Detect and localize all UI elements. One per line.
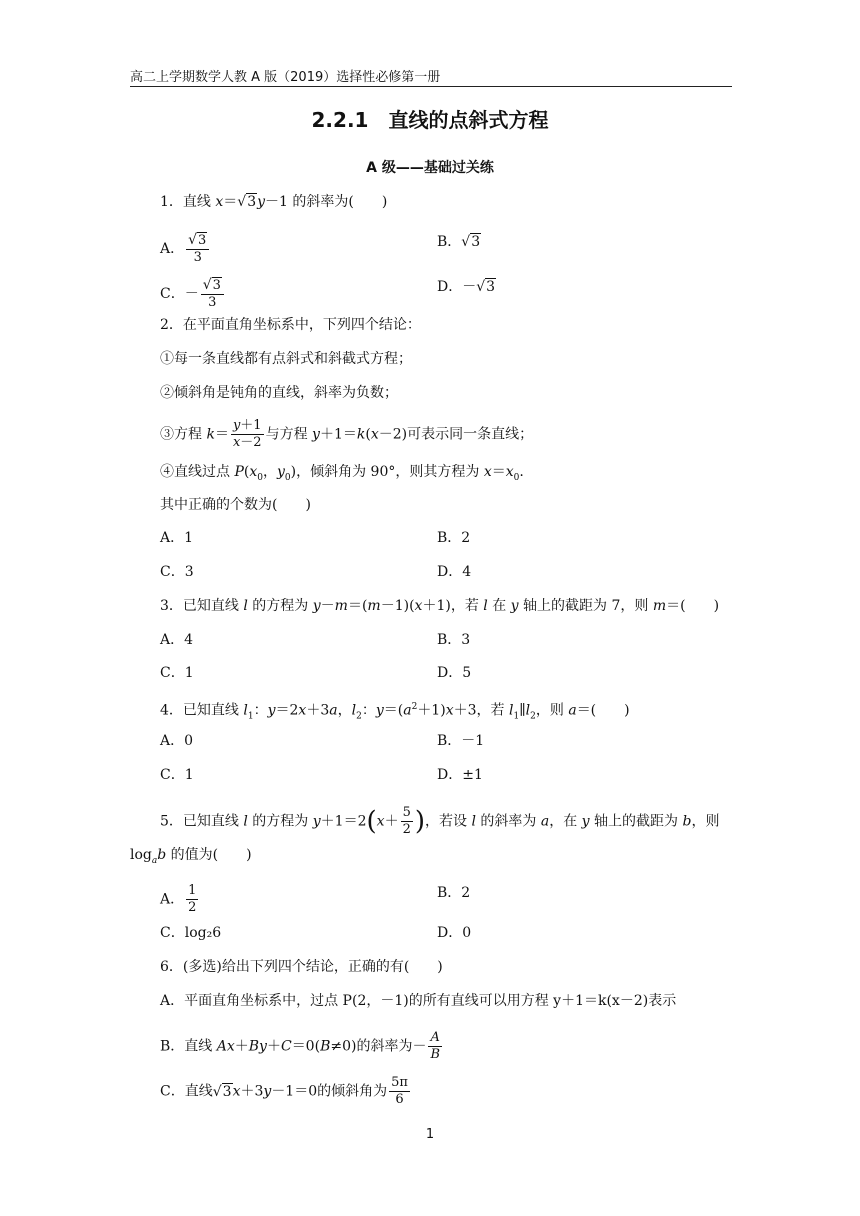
question-3-stem: 3．已知直线 l 的方程为 y－m＝(m－1)(x＋1)，若 l 在 y 轴上的截距为 7，则 m＝( ) xyxy=(160,598,720,614)
question-4-option-d[interactable]: D．±1 xyxy=(437,767,483,783)
question-3-option-c[interactable]: C．1 xyxy=(160,665,194,681)
question-5-stem: 5．已知直线 l 的方程为 y＋1＝2(x＋ $\frac{5}{2}$ )，若设 l 的斜率为 a，在 y 轴上的截距为 b，则 xyxy=(160,805,720,837)
question-2-option-a[interactable]: A．1 xyxy=(160,530,194,546)
question-4-stem: 4．已知直线 $l_1$：y＝2x＋3a，$l_2$：$y=(a^2+1)x+3$，若 $l_1\parallel l_2$，则 a＝( ) xyxy=(160,702,630,722)
question-3-option-b[interactable]: B．3 xyxy=(437,632,471,648)
question-2-statement-3: ③方程 k＝ $\frac{y+1}{x-2}$ 与方程 y＋1＝k(x－2)可表示同一条直线； xyxy=(160,418,534,450)
page-title: 2.2.1 直线的点斜式方程 xyxy=(311,108,549,132)
question-2-ask: 其中正确的个数为( ) xyxy=(160,497,311,513)
page-number: 1 xyxy=(425,1127,435,1142)
header-text: 高二上学期数学人教 A 版（2019）选择性必修第一册 xyxy=(130,70,441,85)
question-2-option-d[interactable]: D．4 xyxy=(437,564,472,580)
question-4-option-a[interactable]: A．0 xyxy=(160,733,194,749)
question-6-option-b[interactable]: B．直线 Ax＋By＋C＝0(B≠0)的斜率为－ $\frac{A}{B}$ xyxy=(160,1030,441,1062)
question-5-option-c[interactable]: C．log₂6 xyxy=(160,925,222,941)
question-1-option-a[interactable]: A． $\frac{√3}{3}$ xyxy=(160,232,211,266)
question-2-option-b[interactable]: B．2 xyxy=(437,530,471,546)
question-4-option-b[interactable]: B．－1 xyxy=(437,733,485,749)
question-5-option-b[interactable]: B．2 xyxy=(437,885,471,901)
question-2-statement-2: ②倾斜角是钝角的直线，斜率为负数； xyxy=(160,385,398,401)
question-2-option-c[interactable]: C．3 xyxy=(160,564,194,580)
question-3-option-d[interactable]: D．5 xyxy=(437,665,472,681)
question-6-option-c[interactable]: C．直线√3x＋3y－1＝0的倾斜角为 $\frac{5\pi}{6}$ xyxy=(160,1075,408,1107)
question-6-option-a[interactable]: A．平面直角坐标系中，过点 P(2，－1)的所有直线可以用方程 y＋1＝k(x－2)表示 xyxy=(160,993,677,1009)
question-1-option-c[interactable]: C．－ $\frac{√3}{3}$ xyxy=(160,277,226,311)
question-2-statement-4: ④直线过点 $P(x_0$，$y_0$)，倾斜角为 90°，则其方程为 $x=x_0$. xyxy=(160,464,524,483)
question-2-statement-1: ①每一条直线都有点斜式和斜截式方程； xyxy=(160,351,412,367)
question-4-option-c[interactable]: C．1 xyxy=(160,767,194,783)
question-1-option-d[interactable]: D．－√3 xyxy=(437,279,496,295)
question-5-option-a[interactable]: A． $\frac{1}{2}$ xyxy=(160,883,197,915)
question-2-stem: 2．在平面直角坐标系中，下列四个结论： xyxy=(160,317,421,333)
question-1-stem: 1．直线 x＝√3y－1 的斜率为( ) xyxy=(160,194,388,210)
question-5-stem-continued: $\log_ab$ 的值为( ) xyxy=(130,847,252,866)
question-3-option-a[interactable]: A．4 xyxy=(160,632,194,648)
section-subtitle: A 级——基础过关练 xyxy=(366,160,494,176)
page-header xyxy=(130,64,732,87)
question-5-option-d[interactable]: D．0 xyxy=(437,925,472,941)
question-6-stem: 6．(多选)给出下列四个结论，正确的有( ) xyxy=(160,959,443,975)
question-1-option-b[interactable]: B．√3 xyxy=(437,234,481,250)
